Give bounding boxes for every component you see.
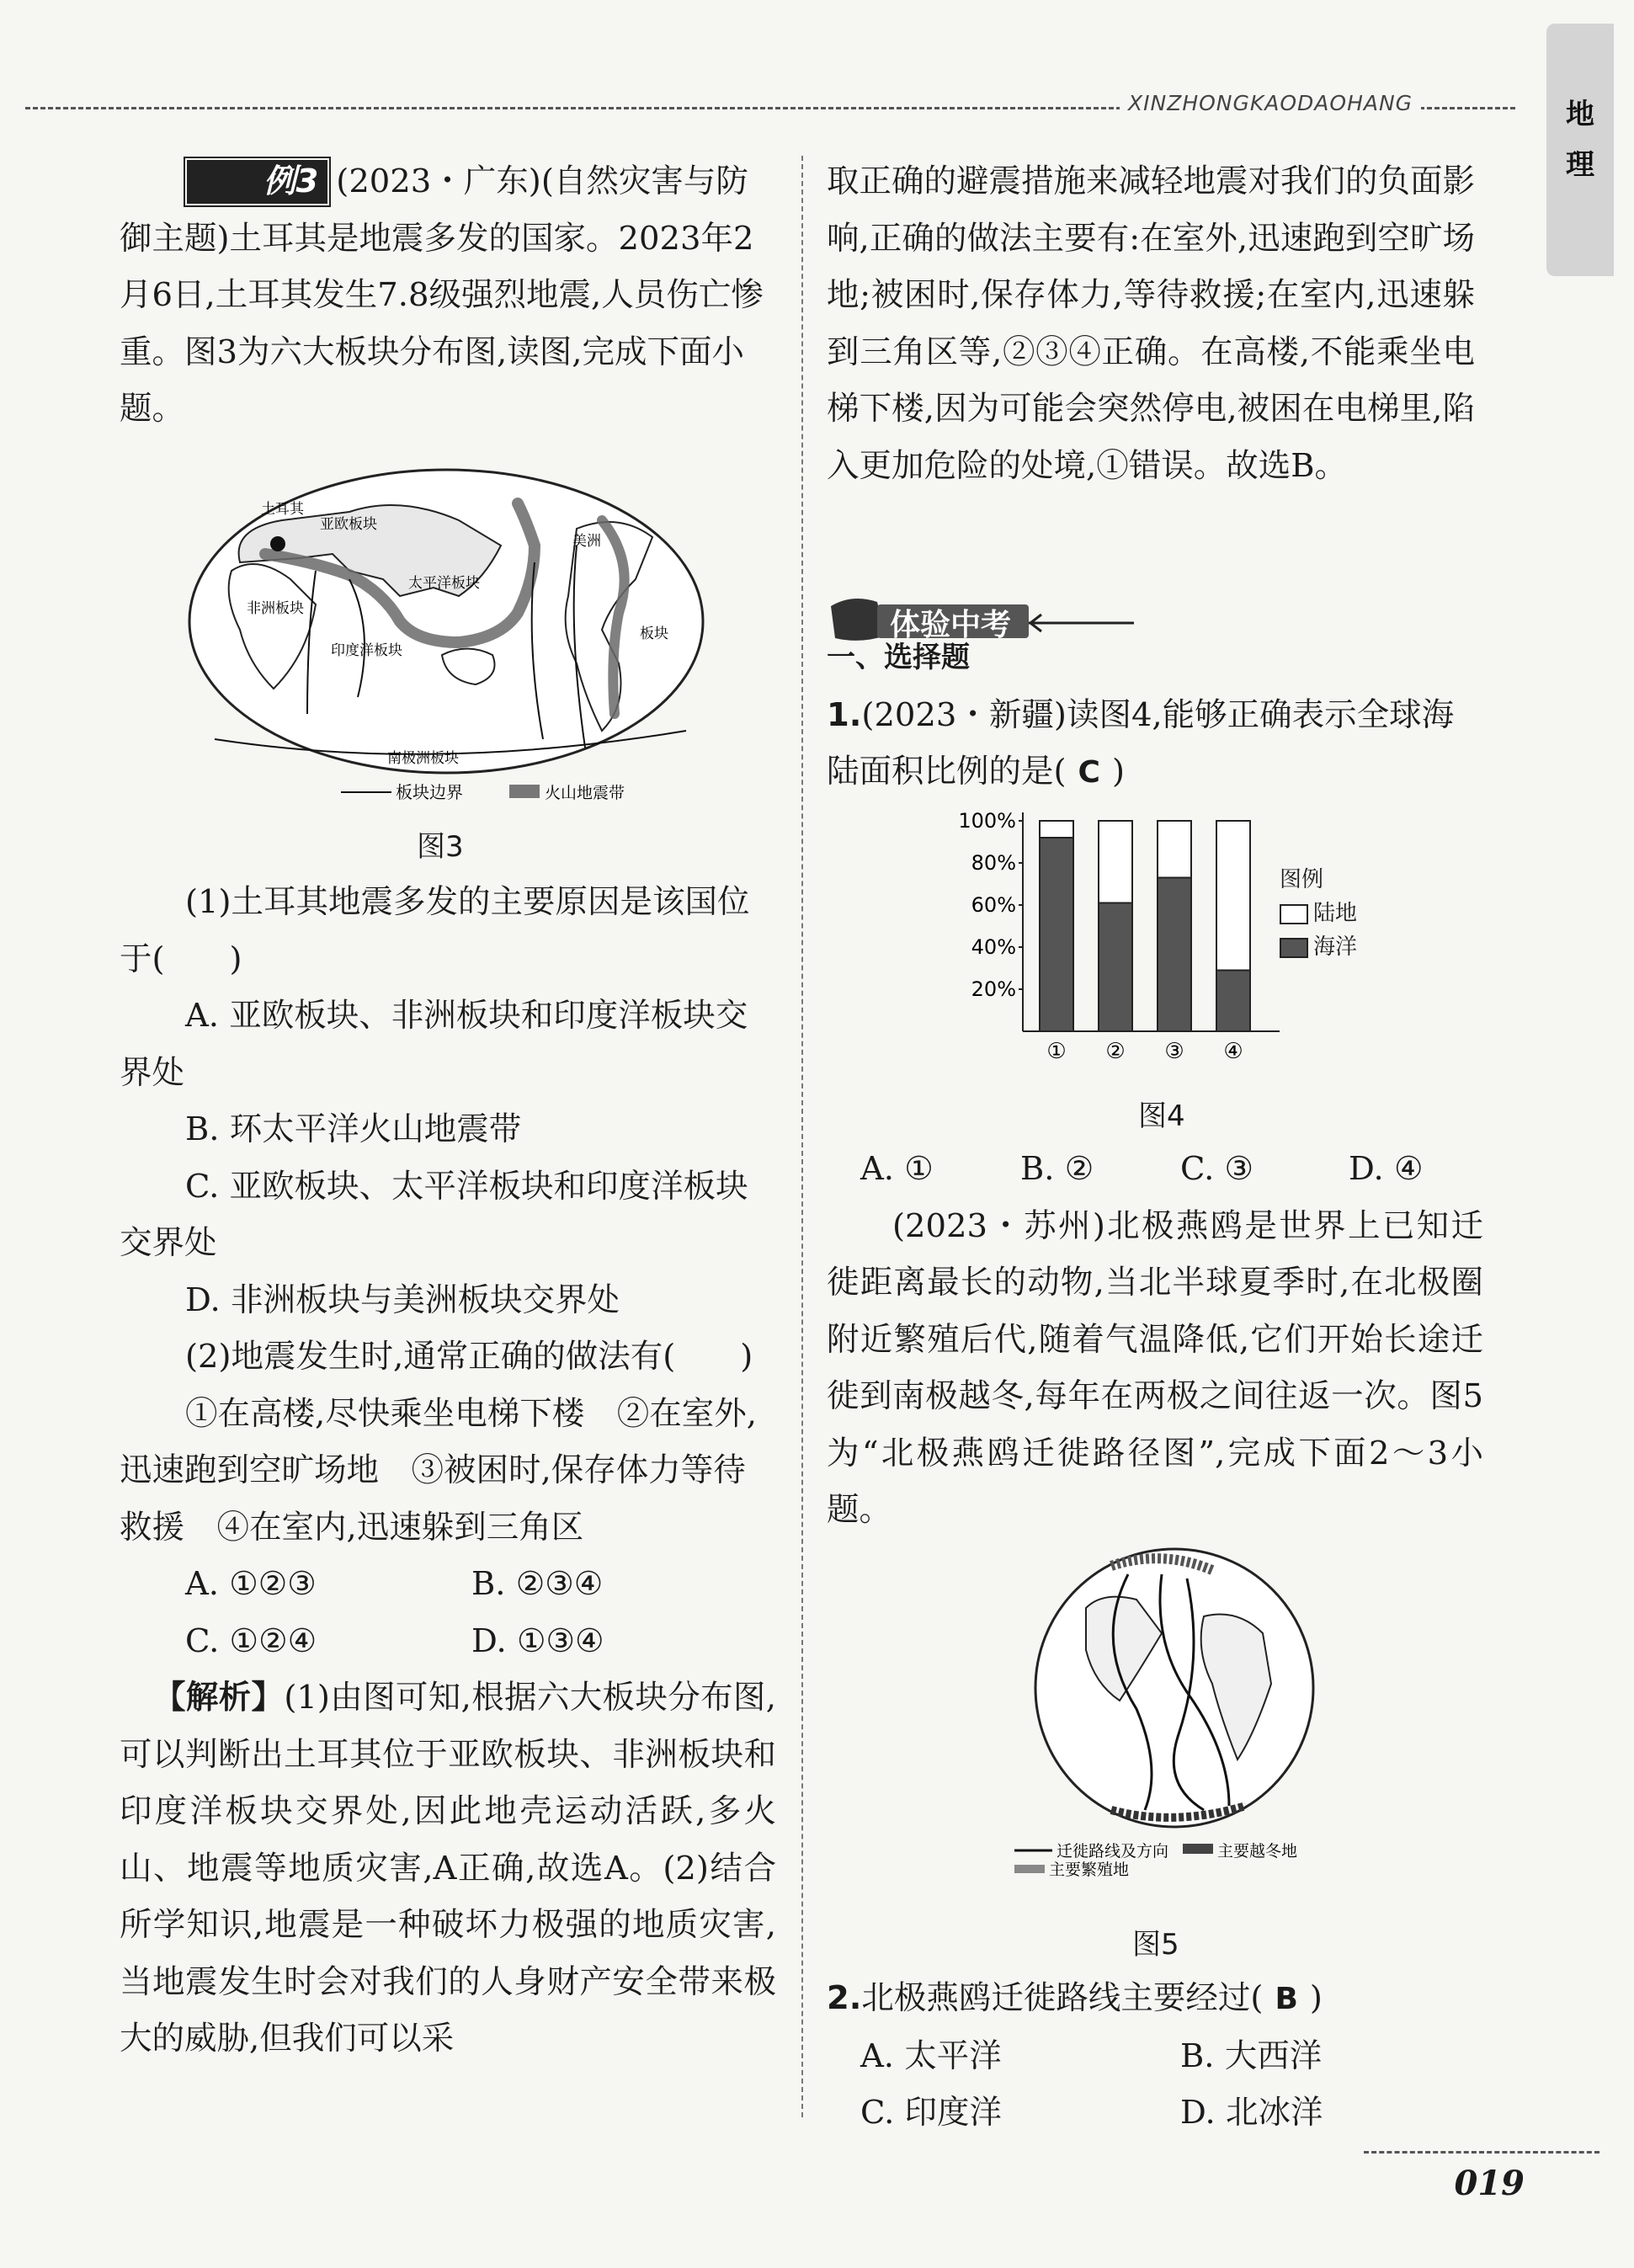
q1-option-d: D. 非洲板块与美洲板块交界处 bbox=[185, 1280, 620, 1319]
y-tick-label: 60% bbox=[971, 893, 1016, 917]
turkey-marker bbox=[270, 536, 285, 551]
s-q2-stem-end: ) bbox=[1309, 1979, 1323, 2017]
example-questions bbox=[120, 874, 776, 2068]
bar-sea-4 bbox=[1216, 971, 1250, 1032]
y-tick-label: 80% bbox=[971, 851, 1016, 875]
s-q2-option-d: D. 北冰洋 bbox=[1180, 2094, 1323, 2132]
q2-options-row-1 bbox=[120, 1556, 776, 1613]
bar-land-3 bbox=[1158, 821, 1191, 878]
bar-sea-1 bbox=[1040, 838, 1073, 1031]
q2-option-d: D. ①③④ bbox=[471, 1621, 604, 1660]
example-intro-text: (2023・广东)(自然灾害与防御主题)土耳其是地震多发的国家。2023年2月6日,土耳其发生7.8级强烈地震,人员伤亡惨重。图3为六大板块分布图,读图,完成下面小题。 bbox=[120, 162, 764, 428]
legend-volcano-swatch bbox=[509, 785, 540, 798]
legend-route: 迁徙路线及方向 bbox=[1057, 1842, 1169, 1861]
migration-map bbox=[993, 1541, 1347, 1877]
s-q1-answer: C bbox=[1078, 755, 1100, 790]
legend-breeding: 主要繁殖地 bbox=[1049, 1861, 1130, 1877]
label-americas-plate: 板块 bbox=[640, 626, 668, 642]
label-africa: 非洲板块 bbox=[247, 600, 304, 617]
q1-option-b: B. 环太平洋火山地震带 bbox=[185, 1110, 522, 1148]
analysis-label: 【解析】 bbox=[153, 1679, 285, 1717]
fig3-caption: 图3 bbox=[417, 830, 464, 864]
subject-tab bbox=[1546, 24, 1614, 276]
s-q1-option-b: B. ② bbox=[1020, 1150, 1094, 1188]
analysis-right: 取正确的避震措施来减轻地震对我们的负面影响,正确的做法主要有:在室外,迅速跑到空旷场地;被困时,保存体力,等待救援;在室内,迅速躲到三角区等,②③④正确。在高楼,不能乘坐电梯下楼,因为可能会突然停电,被困在电梯里,陷入更加危险的处境,①错误。故选B。 bbox=[827, 162, 1476, 485]
legend-winter: 主要越冬地 bbox=[1217, 1842, 1298, 1861]
s-q2-option-a: A. 太平洋 bbox=[860, 2036, 1002, 2075]
s-q1-stem-text: (2023・新疆)读图4,能够正确表示全球海陆面积比例的是( bbox=[827, 695, 1455, 791]
label-indian: 印度洋板块 bbox=[331, 642, 402, 659]
bar-land-2 bbox=[1099, 821, 1132, 903]
bar-sea-3 bbox=[1158, 878, 1191, 1032]
y-tick-label: 40% bbox=[971, 935, 1016, 959]
banner-title: 体验中考 bbox=[890, 608, 1012, 642]
chart-legend bbox=[1280, 863, 1357, 964]
legend-breeding-swatch bbox=[1014, 1865, 1045, 1873]
subject-char-1: 地 bbox=[1566, 98, 1594, 131]
legend-winter-swatch bbox=[1183, 1844, 1213, 1854]
analysis-left-text: (1)由图可知,根据六大板块分布图,可以判断出土耳其位于亚欧板块、非洲板块和印度洋板块交界处,因此地壳运动活跃,多火山、地震等地质灾害,A正确,故选A。(2)结合所学知识,地震是一种破坏力极强的地质灾害,当地震发生时会对我们的人身财产安全带来极大的威胁,但我们可以采 bbox=[120, 1679, 776, 2058]
plate-map bbox=[181, 461, 711, 807]
s-q2 bbox=[827, 1970, 1483, 2142]
x-tick-label: ③ bbox=[1164, 1039, 1184, 1064]
q2-option-b: B. ②③④ bbox=[471, 1565, 604, 1603]
x-tick-label: ④ bbox=[1223, 1039, 1243, 1064]
bar-sea-2 bbox=[1099, 903, 1132, 1032]
analysis-left bbox=[120, 1669, 776, 2068]
s-q2-answer: B bbox=[1275, 1982, 1298, 2016]
s-q1-option-d: D. ④ bbox=[1349, 1150, 1424, 1188]
s-q1-number: 1. bbox=[827, 695, 862, 734]
q2-options-row-2 bbox=[120, 1613, 776, 1670]
label-turkey: 土耳其 bbox=[261, 501, 304, 518]
bar-land-1 bbox=[1040, 821, 1073, 838]
bar-land-4 bbox=[1216, 821, 1250, 971]
s-q2-options-row-2 bbox=[827, 2084, 1483, 2142]
y-tick-label: 100% bbox=[958, 809, 1016, 833]
q2-stem: (2)地震发生时,通常正确的做法有( ) bbox=[185, 1338, 753, 1376]
q2-option-a: A. ①②③ bbox=[185, 1565, 317, 1603]
series-title: XINZHONGKAODAOHANG bbox=[1120, 91, 1421, 115]
x-tick-label: ① bbox=[1046, 1039, 1067, 1064]
q2-statements: ①在高楼,尽快乘坐电梯下楼 ②在室外,迅速跑到空旷场地 ③被困时,保存体力等待救援 ④在室内,迅速躲到三角区 bbox=[120, 1394, 757, 1547]
s-q1-options-row bbox=[827, 1141, 1483, 1198]
s-q1-stem bbox=[827, 687, 1483, 801]
s-q1-stem-end: ) bbox=[1111, 753, 1125, 791]
fig5-caption: 图5 bbox=[1132, 1928, 1179, 1962]
label-americas: 美洲 bbox=[572, 533, 601, 550]
label-antarctic: 南极洲板块 bbox=[387, 750, 459, 767]
footer-rule bbox=[1364, 2151, 1599, 2154]
sea-land-chart bbox=[943, 804, 1280, 1073]
globe bbox=[1035, 1549, 1313, 1827]
y-tick-label: 20% bbox=[971, 977, 1016, 1001]
q1-stem: (1)土耳其地震多发的主要原因是该国位于( ) bbox=[120, 883, 750, 978]
label-eurasia: 亚欧板块 bbox=[320, 516, 377, 533]
s-q1-option-c: C. ③ bbox=[1180, 1150, 1254, 1188]
legend-title: 图例 bbox=[1280, 867, 1324, 892]
subject-char-2: 理 bbox=[1566, 148, 1594, 182]
fig4-caption: 图4 bbox=[1138, 1099, 1185, 1133]
legend-sea-swatch bbox=[1280, 938, 1308, 958]
legend-land-swatch bbox=[1280, 904, 1308, 924]
legend-item-sea bbox=[1280, 930, 1357, 964]
example-intro bbox=[120, 153, 776, 438]
label-pacific: 太平洋板块 bbox=[408, 575, 480, 592]
s-q2-stem bbox=[827, 1970, 1483, 2028]
x-tick-label: ② bbox=[1105, 1039, 1126, 1064]
q2-option-c: C. ①②④ bbox=[185, 1621, 317, 1660]
section-heading: 一、选择题 bbox=[827, 641, 970, 674]
column-divider bbox=[801, 156, 803, 2117]
s-q2-options-row-1 bbox=[827, 2028, 1483, 2085]
section-questions bbox=[827, 630, 1483, 801]
s-q1-option-a: A. ① bbox=[860, 1150, 934, 1188]
s-q2-stem-text: 北极燕鸥迁徙路线主要经过( bbox=[861, 1979, 1264, 2017]
legend-item-land bbox=[1280, 897, 1357, 930]
q1-option-c: C. 亚欧板块、太平洋板块和印度洋板块交界处 bbox=[120, 1167, 748, 1262]
legend-sea-label: 海洋 bbox=[1313, 934, 1358, 960]
example-label: 例3 bbox=[187, 160, 327, 204]
legend-boundary: 板块边界 bbox=[396, 782, 463, 802]
legend-land-label: 陆地 bbox=[1313, 901, 1358, 926]
passage: (2023・苏州)北极燕鸥是世界上已知迁徙距离最长的动物,当北半球夏季时,在北极圈附近繁殖后代,随着气温降低,它们开始长途迁徙到南极越冬,每年在两极之间往返一次。图5为“北极燕鸥迁徙路径图”,完成下面2～3小题。 bbox=[827, 1206, 1483, 1529]
s-q2-option-b: B. 大西洋 bbox=[1180, 2036, 1323, 2075]
page-number: 019 bbox=[1454, 2164, 1525, 2203]
s-q2-number: 2. bbox=[827, 1979, 862, 2017]
q1-option-a: A. 亚欧板块、非洲板块和印度洋板块交界处 bbox=[120, 997, 748, 1092]
s-q1-options bbox=[827, 1141, 1483, 1539]
legend-volcano: 火山地震带 bbox=[545, 784, 625, 802]
s-q2-option-c: C. 印度洋 bbox=[860, 2094, 1003, 2132]
